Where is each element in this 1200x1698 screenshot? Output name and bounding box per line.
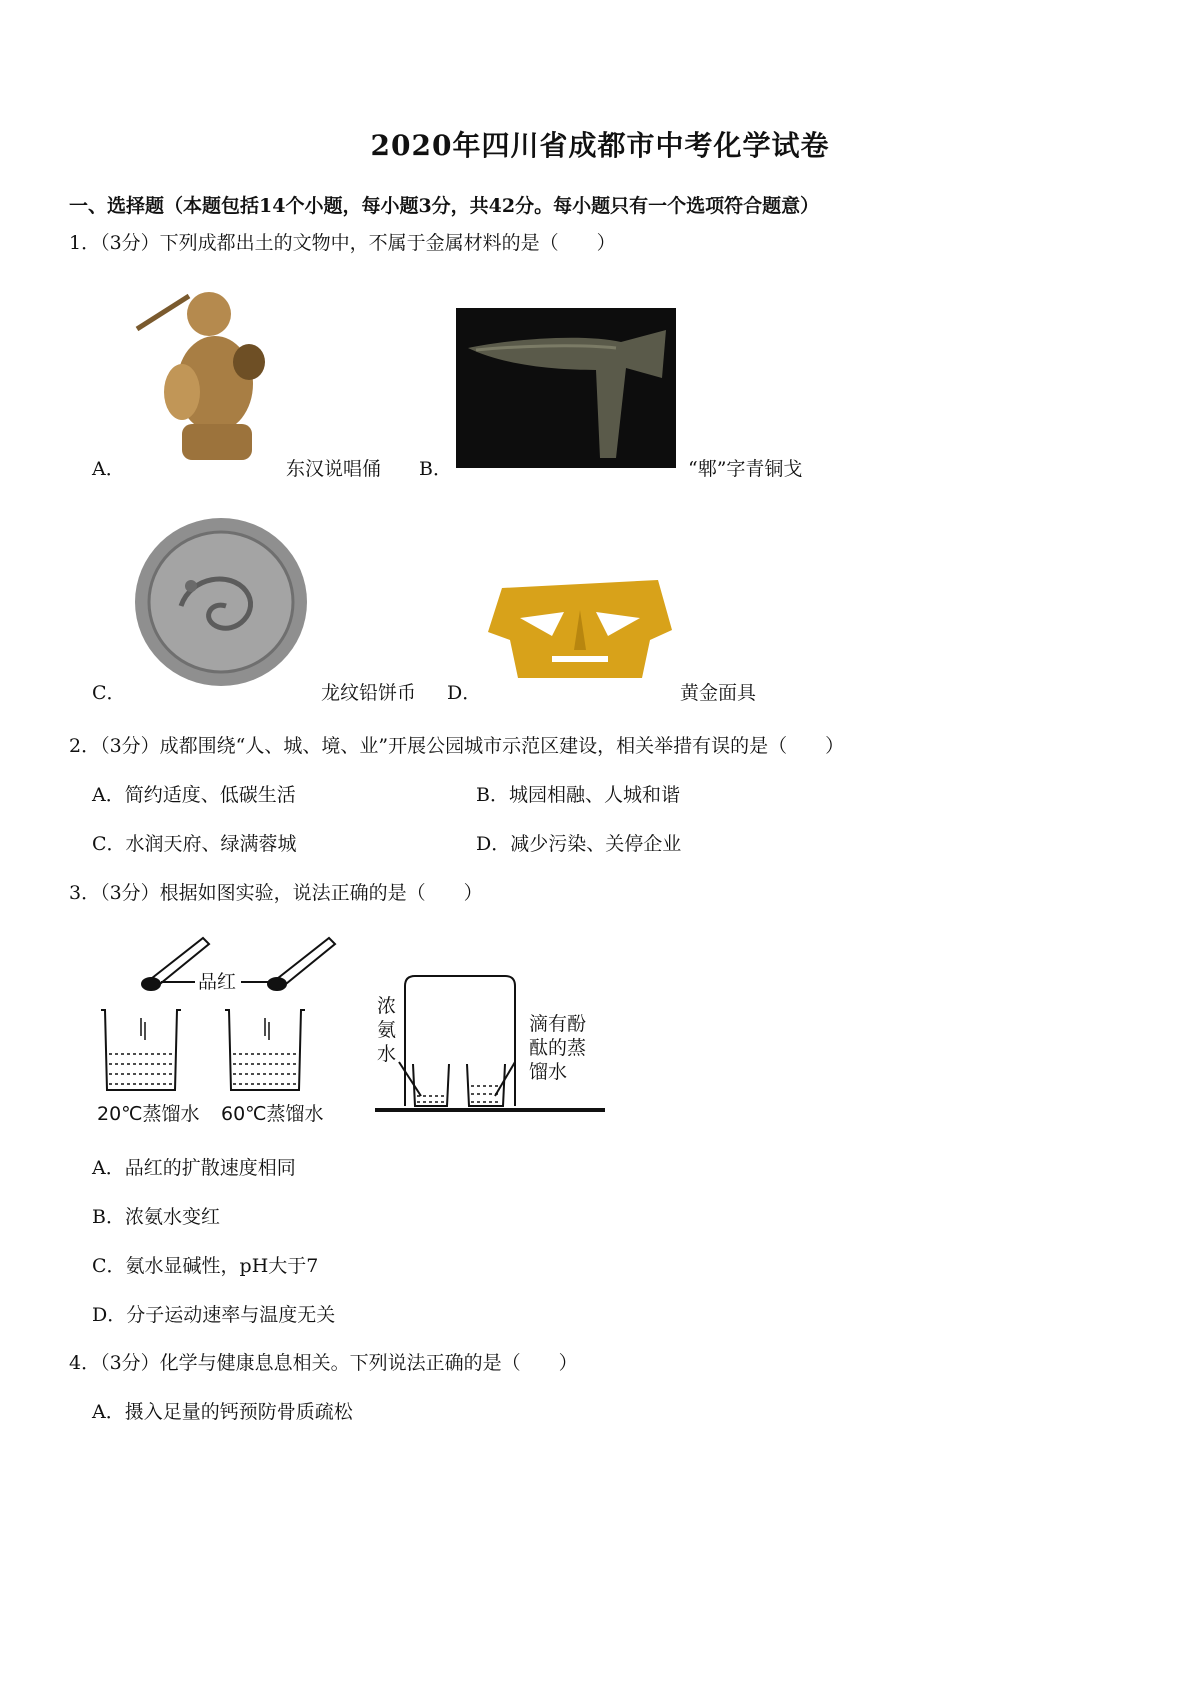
q3-option-c: C．氨水显碱性，pH大于7: [92, 1255, 319, 1277]
q2-option-c: C．水润天府、绿满蓉城: [92, 833, 297, 855]
lead-coin-image: [131, 516, 311, 688]
ammonia-label-2: 氨: [377, 1019, 397, 1041]
page-title: 2020年四川省成都市中考化学试卷: [370, 129, 830, 162]
question-3-stem: 3．（3分）根据如图实验，说法正确的是（ ）: [69, 882, 483, 904]
question-1-stem: 1．（3分）下列成都出土的文物中，不属于金属材料的是（ ）: [69, 232, 616, 254]
diffusion-experiment-diagram: [95, 926, 605, 1126]
q3-option-d: D．分子运动速率与温度无关: [92, 1304, 336, 1326]
phenol-label-2: 酞的蒸: [529, 1037, 587, 1059]
ammonia-label-1: 浓: [377, 995, 397, 1017]
q1-option-c-caption: 龙纹铅饼币: [321, 682, 417, 704]
q2-option-b: B．城园相融、人城和谐: [476, 784, 680, 806]
q4-option-a: A．摄入足量的钙预防骨质疏松: [92, 1401, 353, 1423]
question-2-stem: 2．（3分）成都围绕“人、城、境、业”开展公园城市示范区建设，相关举措有误的是（ ）: [69, 735, 845, 757]
bronze-dagger-axe-image: [456, 308, 676, 468]
q1-option-d-letter: D．: [447, 682, 482, 704]
q1-option-d-caption: 黄金面具: [680, 682, 757, 704]
q2-option-a: A．简约适度、低碳生活: [92, 784, 296, 806]
question-4-stem: 4．（3分）化学与健康息息相关。下列说法正确的是（ ）: [69, 1352, 578, 1374]
beaker-20c-label: 20℃蒸馏水: [97, 1103, 200, 1125]
phenol-label-1: 滴有酚: [529, 1013, 587, 1035]
q3-option-b: B．浓氨水变红: [92, 1206, 220, 1228]
pottery-figurine-image: [127, 274, 282, 468]
gold-mask-image: [482, 570, 678, 688]
q1-option-a-caption: 东汉说唱俑: [286, 458, 382, 480]
section-heading: 一、选择题（本题包括14个小题，每小题3分，共42分。每小题只有一个选项符合题意）: [69, 195, 820, 217]
q2-option-d: D．减少污染、关停企业: [476, 833, 682, 855]
q1-option-b-caption: “郫”字青铜戈: [688, 458, 803, 480]
phenol-label-3: 馏水: [529, 1061, 568, 1083]
q3-option-a: A．品红的扩散速度相同: [92, 1157, 296, 1179]
q1-option-b-letter: B．: [419, 458, 452, 480]
beaker-60c-label: 60℃蒸馏水: [221, 1103, 324, 1125]
ammonia-label-3: 水: [377, 1043, 397, 1065]
pinhong-label: 品红: [198, 971, 237, 993]
q1-option-c-letter: C．: [92, 682, 126, 704]
q1-option-a-letter: A．: [92, 458, 125, 480]
